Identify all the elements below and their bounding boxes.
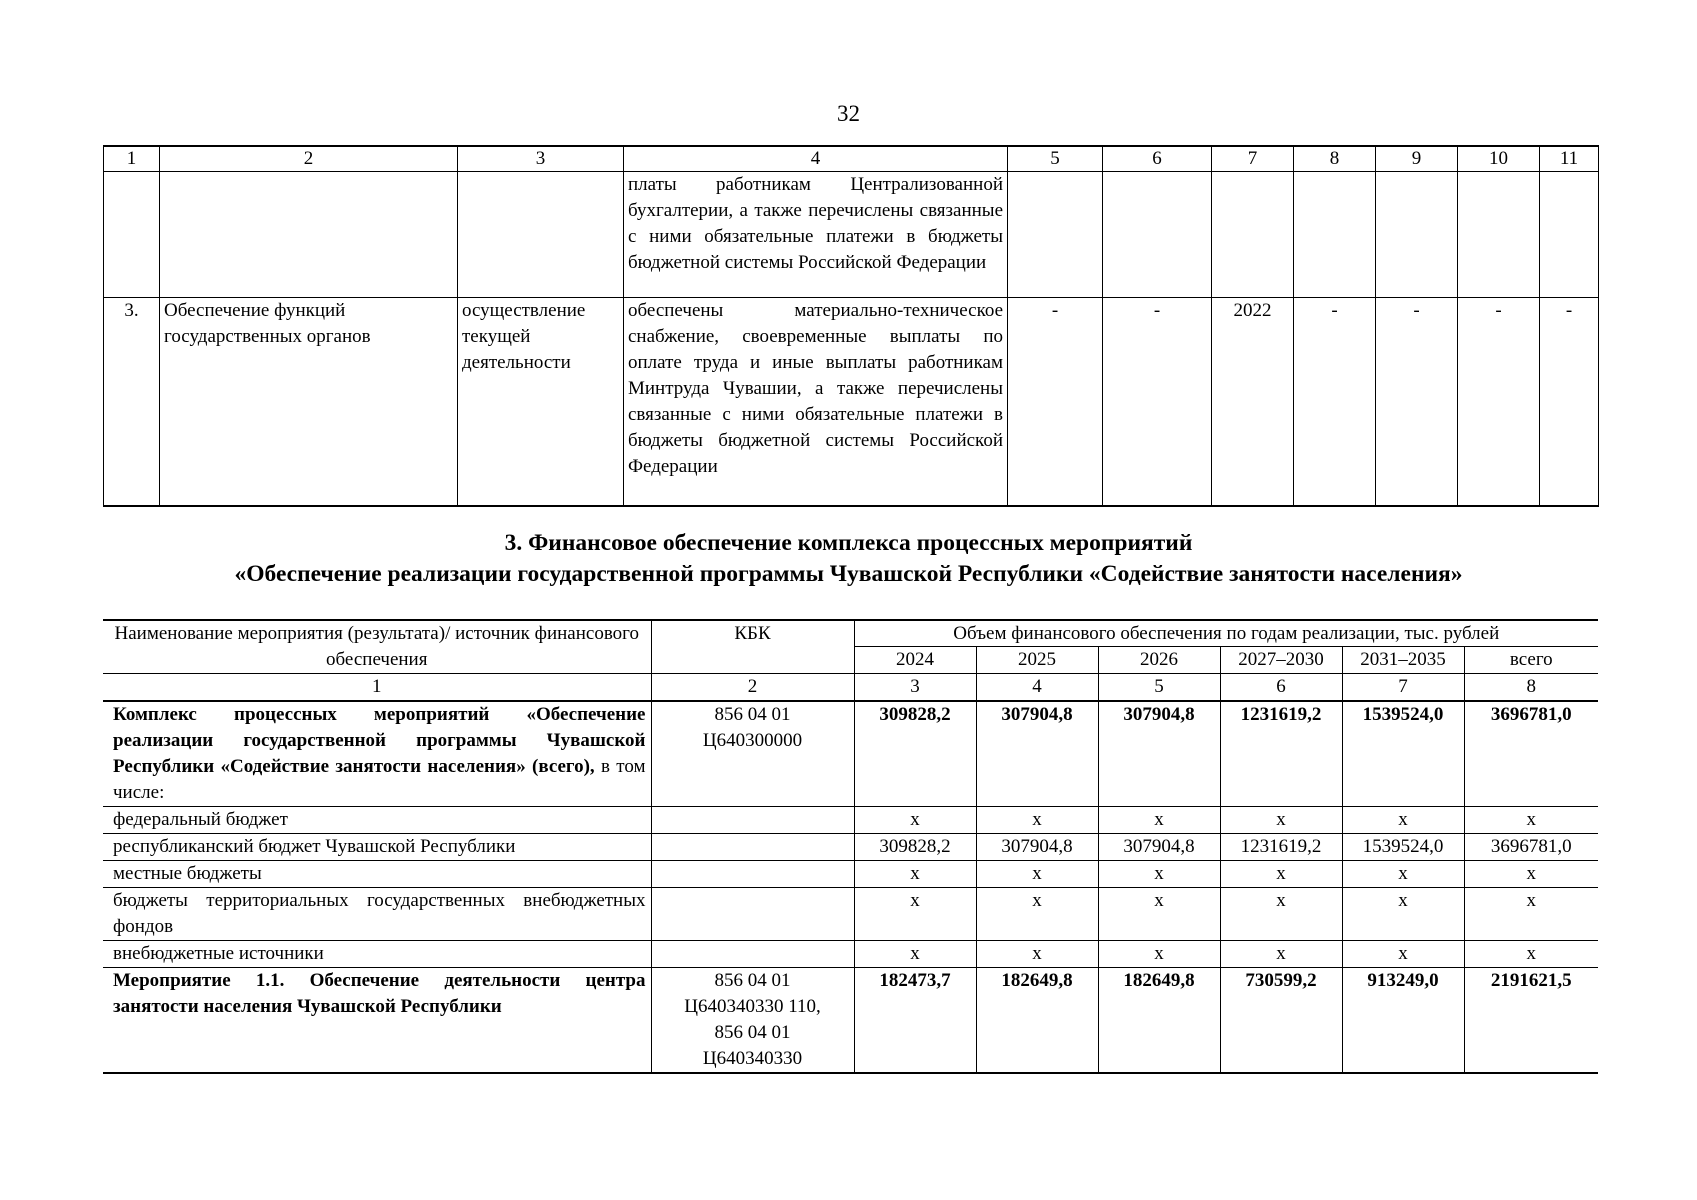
col-num: 6 (1220, 674, 1342, 702)
cell-value: - (1103, 298, 1212, 506)
col-num: 9 (1376, 146, 1458, 172)
amount-cell: 309828,2 (854, 701, 976, 807)
cell-value: - (1294, 298, 1376, 506)
col-num: 2 (160, 146, 458, 172)
col-num: 7 (1212, 146, 1294, 172)
amount-cell: 307904,8 (976, 834, 1098, 861)
col-num: 1 (103, 674, 651, 702)
amount-cell: 3696781,0 (1464, 701, 1598, 807)
amount-cell: 1231619,2 (1220, 701, 1342, 807)
col-num: 7 (1342, 674, 1464, 702)
amount-cell: x (1342, 861, 1464, 888)
header-year: 2025 (976, 647, 1098, 674)
amount-cell: x (1220, 861, 1342, 888)
amount-cell: x (1220, 807, 1342, 834)
amount-cell: x (1098, 888, 1220, 941)
finance-table (103, 619, 1598, 1074)
complex-name-bold: Комплекс процессных мероприятий «Обеспечение реализации государственной программы Чувашской Республики «Содействие занятости населения» (всего), (113, 704, 646, 777)
amount-cell: x (854, 861, 976, 888)
column-number-row (104, 146, 1599, 172)
amount-cell: x (1098, 941, 1220, 968)
col-num: 6 (1103, 146, 1212, 172)
table-row (103, 807, 1598, 834)
amount-cell: x (1098, 861, 1220, 888)
cell-value: - (1458, 298, 1540, 506)
source-name: внебюджетные источники (103, 941, 651, 968)
amount-cell: 3696781,0 (1464, 834, 1598, 861)
amount-cell: 182649,8 (1098, 968, 1220, 1074)
header-kbk: КБК (651, 620, 854, 674)
table-row (104, 172, 1599, 298)
source-name: федеральный бюджет (103, 807, 651, 834)
col-num: 10 (1458, 146, 1540, 172)
header-year: 2024 (854, 647, 976, 674)
cell-value: 2022 (1212, 298, 1294, 506)
row-number: 3. (104, 298, 160, 506)
col-num: 8 (1464, 674, 1598, 702)
source-name: бюджеты территориальных государственных внебюджетных фондов (103, 888, 651, 941)
section-title: 3. Финансовое обеспечение комплекса процессных мероприятий (504, 530, 1193, 556)
header-row (103, 620, 1598, 647)
amount-cell: x (1220, 888, 1342, 941)
cell-value: - (1376, 298, 1458, 506)
complex-name-tail: в том числе: (113, 756, 646, 803)
col-num: 1 (104, 146, 160, 172)
col-num: 5 (1098, 674, 1220, 702)
cell-value: - (1008, 298, 1103, 506)
amount-cell: x (1342, 888, 1464, 941)
amount-cell: x (976, 888, 1098, 941)
amount-cell: 1539524,0 (1342, 701, 1464, 807)
amount-cell: 730599,2 (1220, 968, 1342, 1074)
col-num: 3 (458, 146, 624, 172)
amount-cell: 1231619,2 (1220, 834, 1342, 861)
result-description: платы работникам Централизованной бухгалтерии, а также перечислены связанные с ними обязательные платежи в бюджеты бюджетной системы Российской Федерации (624, 172, 1008, 298)
header-year: 2027–2030 (1220, 647, 1342, 674)
table-row (103, 941, 1598, 968)
table-row (103, 701, 1598, 807)
amount-cell: 182473,7 (854, 968, 976, 1074)
activity-name: Обеспечение функций государственных органов (160, 298, 458, 506)
amount-cell: x (976, 807, 1098, 834)
measure-name: Мероприятие 1.1. Обеспечение деятельности центра занятости населения Чувашской Республики (103, 968, 651, 1074)
amount-cell: 2191621,5 (1464, 968, 1598, 1074)
cell-value: - (1540, 298, 1599, 506)
table-row (104, 298, 1599, 506)
amount-cell: 182649,8 (976, 968, 1098, 1074)
amount-cell: x (1464, 888, 1598, 941)
kbk-code: 856 04 01 Ц640300000 (651, 701, 854, 807)
col-num: 8 (1294, 146, 1376, 172)
activity-type: осуществление текущей деятельности (458, 298, 624, 506)
header-year: всего (1464, 647, 1598, 674)
amount-cell: x (1220, 941, 1342, 968)
col-num: 5 (1008, 146, 1103, 172)
amount-cell: x (1342, 941, 1464, 968)
table-row (103, 888, 1598, 941)
table-row (103, 834, 1598, 861)
col-num: 3 (854, 674, 976, 702)
amount-cell: 307904,8 (1098, 834, 1220, 861)
section-subtitle: «Обеспечение реализации государственной программы Чувашской Республики «Содействие занятости населения» (234, 561, 1463, 587)
amount-cell: x (854, 807, 976, 834)
amount-cell: x (1464, 941, 1598, 968)
amount-cell: 1539524,0 (1342, 834, 1464, 861)
source-name: республиканский бюджет Чувашской Республики (103, 834, 651, 861)
header-volume: Объем финансового обеспечения по годам реализации, тыс. рублей (854, 620, 1598, 647)
amount-cell: x (1098, 807, 1220, 834)
column-number-row (103, 674, 1598, 702)
amount-cell: x (854, 941, 976, 968)
amount-cell: x (1464, 807, 1598, 834)
header-name-column: Наименование мероприятия (результата)/ источник финансового обеспечения (103, 620, 651, 674)
header-year: 2031–2035 (1342, 647, 1464, 674)
col-num: 11 (1540, 146, 1599, 172)
header-year: 2026 (1098, 647, 1220, 674)
activities-table (103, 145, 1599, 507)
kbk-code: 856 04 01 Ц640340330 110, 856 04 01 Ц640340330 (651, 968, 854, 1074)
complex-name (103, 701, 651, 807)
table-row (103, 861, 1598, 888)
table-row (103, 968, 1598, 1074)
amount-cell: x (854, 888, 976, 941)
amount-cell: x (976, 941, 1098, 968)
amount-cell: 307904,8 (976, 701, 1098, 807)
source-name: местные бюджеты (103, 861, 651, 888)
col-num: 2 (651, 674, 854, 702)
amount-cell: x (1342, 807, 1464, 834)
col-num: 4 (624, 146, 1008, 172)
col-num: 4 (976, 674, 1098, 702)
amount-cell: 309828,2 (854, 834, 976, 861)
page-number: 32 (837, 101, 860, 126)
amount-cell: x (1464, 861, 1598, 888)
result-description: обеспечены материально-техническое снабжение, своевременные выплаты по оплате труда и иные выплаты работникам Минтруда Чувашии, а также перечислены связанные с ними обязательные платежи в бюджеты бюджетной системы Российской Федерации (624, 298, 1008, 506)
amount-cell: 307904,8 (1098, 701, 1220, 807)
amount-cell: 913249,0 (1342, 968, 1464, 1074)
amount-cell: x (976, 861, 1098, 888)
